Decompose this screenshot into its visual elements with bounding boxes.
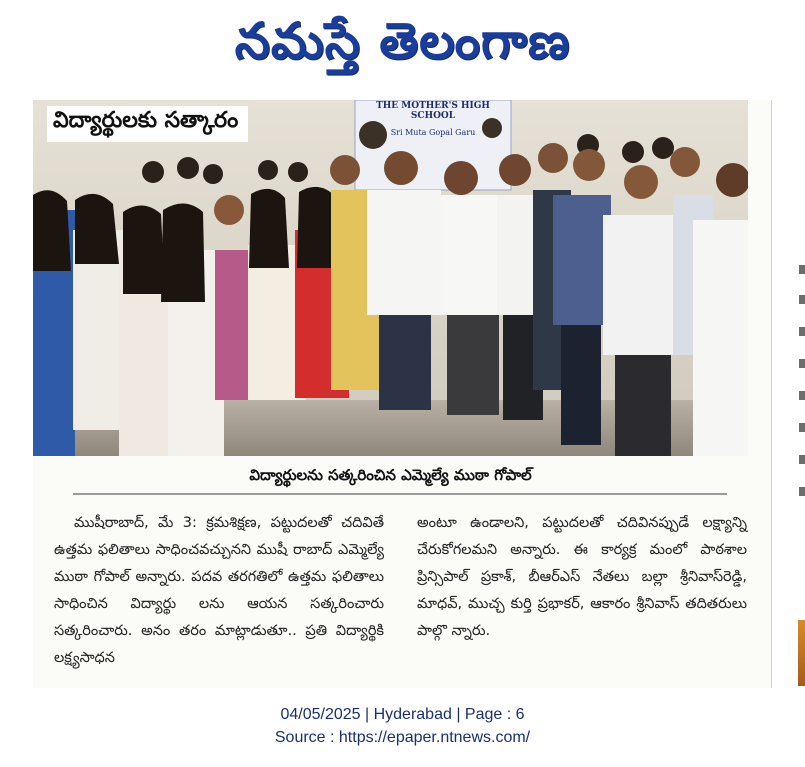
adjacent-image-edge <box>798 620 805 686</box>
photo-banner <box>355 100 511 172</box>
caption-divider <box>73 493 727 495</box>
article-photo <box>33 100 748 456</box>
photo-caption: విద్యార్థులను సత్కరించిన ఎమ్మెల్యే ముఠా గోపాల్ <box>249 466 532 484</box>
banner-guest-name: Sri Muta Gopal Garu <box>390 128 476 137</box>
masthead-logo: నమస్తే తెలంగాణ <box>234 12 571 70</box>
news-clipping <box>33 100 771 688</box>
article-body-right-column: అంటూ ఉండాలని, పట్టుదలతో చదివినప్పుడే లక్ష్యాన్ని చేరుకోగలమని అన్నారు. ఈ కార్యక్ర మంలో పాఠశాల ప్రిన్సిపాల్ ప్రకాశ్, బీఆర్ఎస్ నేతలు బల్లా శ్రీనివాస్‌రెడ్డి, మాధవ్, ముచ్చ కుర్తి ప్రభాకర్, ఆకారం శ్రీనివాస్ తదితరులు పాల్గొ న్నారు. <box>417 515 747 639</box>
footer-source: Source : https://epaper.ntnews.com/ <box>274 729 531 746</box>
footer-date-edition: 04/05/2025 | Hyderabad | Page : 6 <box>280 706 525 723</box>
banner-school-name: THE MOTHER'S HIGH SCHOOL <box>376 101 490 121</box>
article-headline: విద్యార్థులకు సత్కారం <box>47 106 248 142</box>
clipping-border <box>771 100 772 688</box>
article-body-left-column: ముషీరాబాద్, మే 3: క్రమశిక్షణ, పట్టుదలతో చదివితే ఉత్తమ ఫలితాలు సాధించవచ్చునని ముషీ రాబాద్ ఎమ్మెల్యే ముఠా గోపాల్ అన్నారు. పదవ తరగతిలో ఉత్తమ ఫలితాలు సాధించిన విద్యార్థు లను ఆయన సత్కరించారు సత్కరించారు. అనం తరం మాట్లాడుతూ.. ప్రతి విద్యార్థికి లక్ష్యసాధన <box>54 515 384 666</box>
adjacent-article-edge <box>797 255 805 505</box>
